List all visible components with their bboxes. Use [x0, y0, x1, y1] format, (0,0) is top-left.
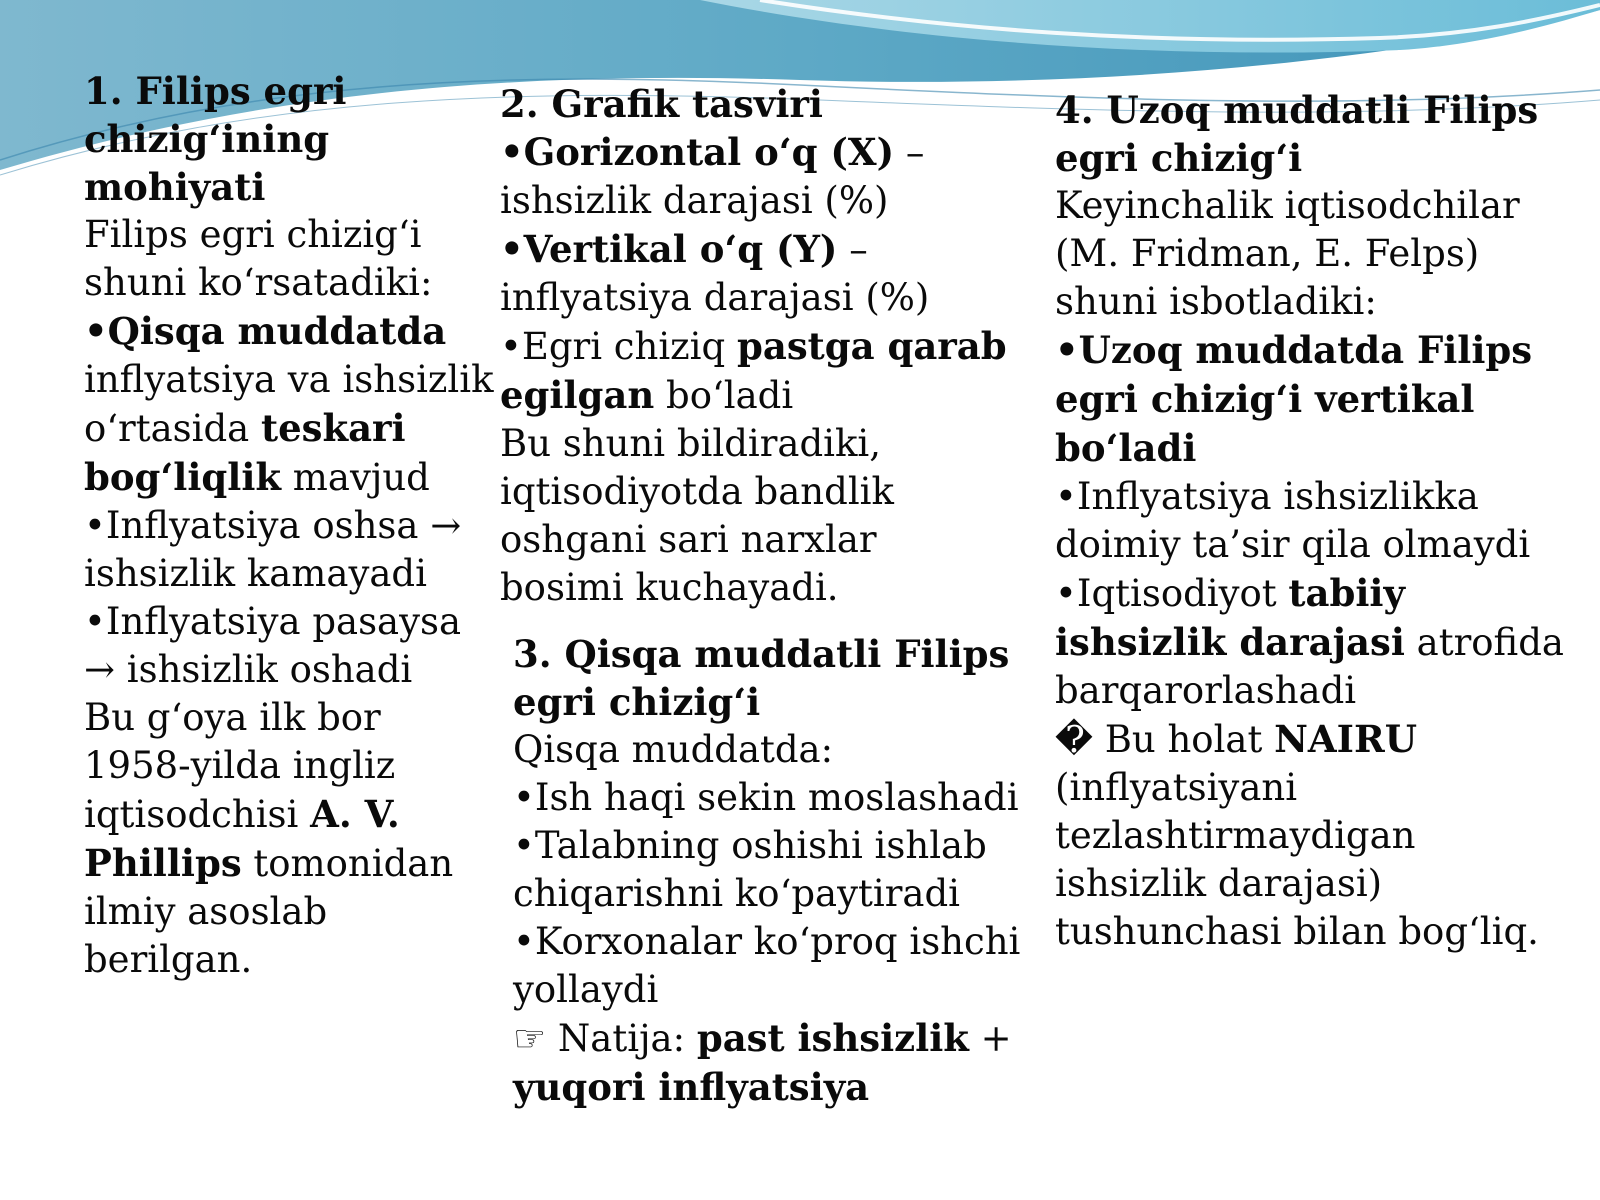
section-1-paragraph: Bu g‘oya ilk bor 1958-yilda ingliz iqtisodchisi A. V. Phillips tomonidan ilmiy asoslab berilgan.	[84, 696, 454, 981]
section-4-bullet-1: •Uzoq muddatda Filips egri chizig‘i vertikal bo‘ladi	[1055, 328, 1533, 470]
section-4-bullet-2: •Inflyatsiya ishsizlikka doimiy ta’sir qila olmaydi	[1055, 475, 1531, 566]
section-graph	[500, 80, 1010, 612]
section-2-bullet-2: •Vertikal o‘q (Y) – inflyatsiya darajasi (%)	[500, 227, 930, 319]
section-1-intro: Filips egri chizig‘i shuni ko‘rsatadiki:	[84, 213, 433, 304]
section-3-bullet-1: •Ish haqi sekin moslashadi	[513, 776, 1019, 819]
section-4-title: 4. Uzoq muddatli Filips egri chizig‘i	[1055, 88, 1539, 180]
section-4-intro: Keyinchalik iqtisodchilar (M. Fridman, E. Felps) shuni isbotladiki:	[1055, 184, 1520, 323]
section-1-title: 1. Filips egri chizig‘ining mohiyati	[84, 69, 347, 209]
section-3-bullet-3: •Korxonalar ko‘proq ishchi yollaydi	[513, 920, 1021, 1011]
section-3-result: ☞ Natija: past ishsizlik + yuqori inflyatsiya	[513, 1016, 1012, 1109]
section-2-bullet-1: •Gorizontal o‘q (X) – ishsizlik darajasi (%)	[500, 130, 925, 222]
section-3-bullet-2: •Talabning oshishi ishlab chiqarishni ko‘paytiradi	[513, 824, 987, 915]
section-short-run	[513, 630, 1033, 1112]
section-essence	[84, 67, 494, 984]
section-3-intro: Qisqa muddatda:	[513, 728, 834, 771]
section-2-paragraph: Bu shuni bildiradiki, iqtisodiyotda bandlik oshgani sari narxlar bosimi kuchayadi.	[500, 422, 894, 609]
section-3-title: 3. Qisqa muddatli Filips egri chizig‘i	[513, 632, 1010, 724]
section-4-note: � Bu holat NAIRU (inflyatsiyani tezlashtirmaydigan ishsizlik darajasi) tushunchasi bilan bog‘liq.	[1055, 717, 1539, 953]
section-long-run	[1055, 86, 1575, 956]
section-1-bullet-1: •Qisqa muddatda inflyatsiya va ishsizlik o‘rtasida teskari bog‘liqlik mavjud	[84, 309, 494, 499]
section-1-bullet-2: •Inflyatsiya oshsa → ishsizlik kamayadi	[84, 504, 462, 595]
section-1-bullet-3: •Inflyatsiya pasaysa → ishsizlik oshadi	[84, 600, 462, 691]
section-4-bullet-3: •Iqtisodiyot tabiiy ishsizlik darajasi atrofida barqarorlashadi	[1055, 571, 1564, 712]
section-2-bullet-3: •Egri chiziq pastga qarab egilgan bo‘ladi	[500, 324, 1007, 417]
section-2-title: 2. Grafik tasviri	[500, 82, 823, 126]
